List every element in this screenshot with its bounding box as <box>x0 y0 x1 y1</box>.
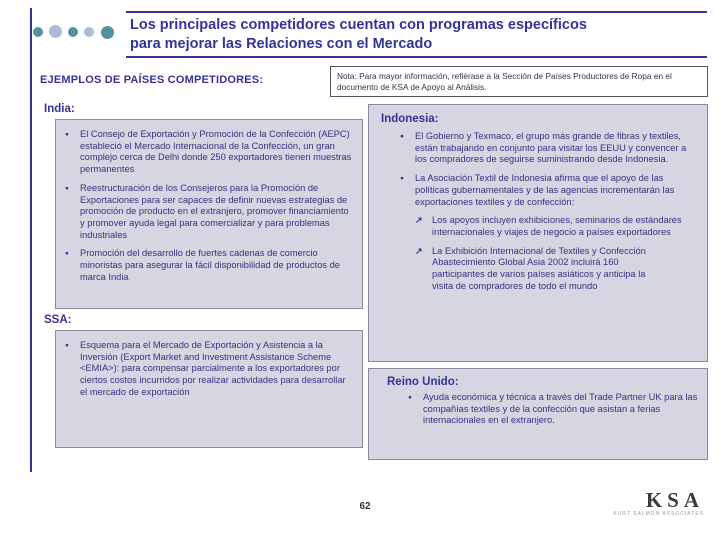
uk-panel <box>368 368 708 460</box>
section-heading: EJEMPLOS DE PAÍSES COMPETIDORES: <box>40 74 264 86</box>
note-text: Nota: Para mayor información, refiérase a la Sección de Países Productores de Ropa en el documento de KSA de Apoyo al Análisis. <box>337 71 672 92</box>
bullet-icon: ● <box>65 342 69 349</box>
bullet-icon: ● <box>400 175 404 183</box>
ksa-logo-text: KSA <box>645 488 704 512</box>
dot-icon <box>49 25 62 38</box>
title-top-rule <box>126 11 707 13</box>
dot-icon <box>101 26 114 39</box>
ksa-logo <box>613 490 704 517</box>
bullet-text: Esquema para el Mercado de Exportación y Asistencia a la Inversión (Export Market and Investment Assistance Scheme <EMIA>): para compensar parcialmente a los exportadores por ciertos costos incurridos por realizar actividades para desarrollar el mercado de exportación <box>80 340 346 397</box>
bullet-icon: ● <box>400 133 404 140</box>
title-bottom-rule <box>126 56 707 58</box>
dot-icon <box>33 27 43 37</box>
indonesia-panel <box>368 104 708 362</box>
bullet-text: Reestructuración de los Consejeros para la Promoción de Exportaciones para ser capaces de definir nuevas estrategias de promoción de producto en el extranjero, promover financiamiento y promover ayuda legal para comercializar y para problemas industriales <box>80 182 349 240</box>
indonesia-label: Indonesia: <box>381 113 439 125</box>
bullet-item <box>405 392 699 427</box>
slide-title-line2: para mejorar las Relaciones con el Mercado <box>130 36 433 52</box>
arrow-icon: ↗ <box>415 215 423 226</box>
bullet-item <box>397 131 699 166</box>
bullet-icon: ● <box>408 394 412 401</box>
bullet-item <box>62 340 354 399</box>
sub-bullet-item <box>415 246 699 293</box>
bullet-item <box>62 129 354 176</box>
uk-label: Reino Unido: <box>387 376 459 388</box>
ssa-label: SSA: <box>44 314 72 326</box>
page-number: 62 <box>359 501 371 512</box>
left-border-rule <box>30 8 32 472</box>
arrow-icon: ↗ <box>415 245 423 256</box>
sub-bullet-text: La Exhibición Internacional de Textiles y Confección Abastecimiento Global Asia 2002 incluirá 160 participantes de varios países asiáticos y anticipa la visita de compradores de todo el mundo <box>432 245 646 291</box>
bullet-text: Ayuda económica y técnica a través del Trade Partner UK para las compañías textiles y de la confección que asistan a ferias internacionales en el extranjero. <box>423 392 698 426</box>
sub-bullet-text: Los apoyos incluyen exhibiciones, seminarios de estándares internacionales y viajes de negocio a países exportadores <box>432 215 682 237</box>
india-label: India: <box>44 103 75 115</box>
ssa-panel <box>55 330 363 448</box>
bullet-item <box>397 173 699 208</box>
ksa-logo-tagline: KURT SALMON ASSOCIATES <box>613 511 704 517</box>
bullet-text: El Consejo de Exportación y Promoción de la Confección (AEPC) estableció el Mercado Internacional de la Confección, un gran complejo cerca de Delhi donde 250 exportadores tienen muestras permanentes <box>80 129 352 175</box>
bullet-text: La Asociación Textil de Indonesia afirma que el apoyo de las políticas gubernamentales y de las agencias incrementarán las exportaciones textiles y de confección: <box>415 173 675 207</box>
bullet-icon: ● <box>65 250 69 258</box>
dot-icon <box>84 27 94 37</box>
bullet-item <box>62 248 354 283</box>
slide-title-line1: Los principales competidores cuentan con programas específicos <box>130 17 587 33</box>
bullet-icon: ● <box>65 184 69 192</box>
sub-bullet-item <box>415 215 699 238</box>
dot-icon <box>68 27 78 37</box>
bullet-text: Promoción del desarrollo de fuertes cadenas de comercio minoristas para asegurar la fácil disponibilidad de productos de marca India <box>80 248 340 282</box>
bullet-icon: ● <box>65 131 69 138</box>
bullet-item <box>62 183 354 242</box>
note-box <box>330 66 708 97</box>
bullet-text: El Gobierno y Texmaco, el grupo más grande de fibras y textiles, están trabajando en conjunto para visitar los EEUU y convencer a los compradores de seguirse suministrando desde Indonesia. <box>415 131 687 165</box>
slide-title <box>130 16 708 54</box>
india-panel <box>55 119 363 309</box>
